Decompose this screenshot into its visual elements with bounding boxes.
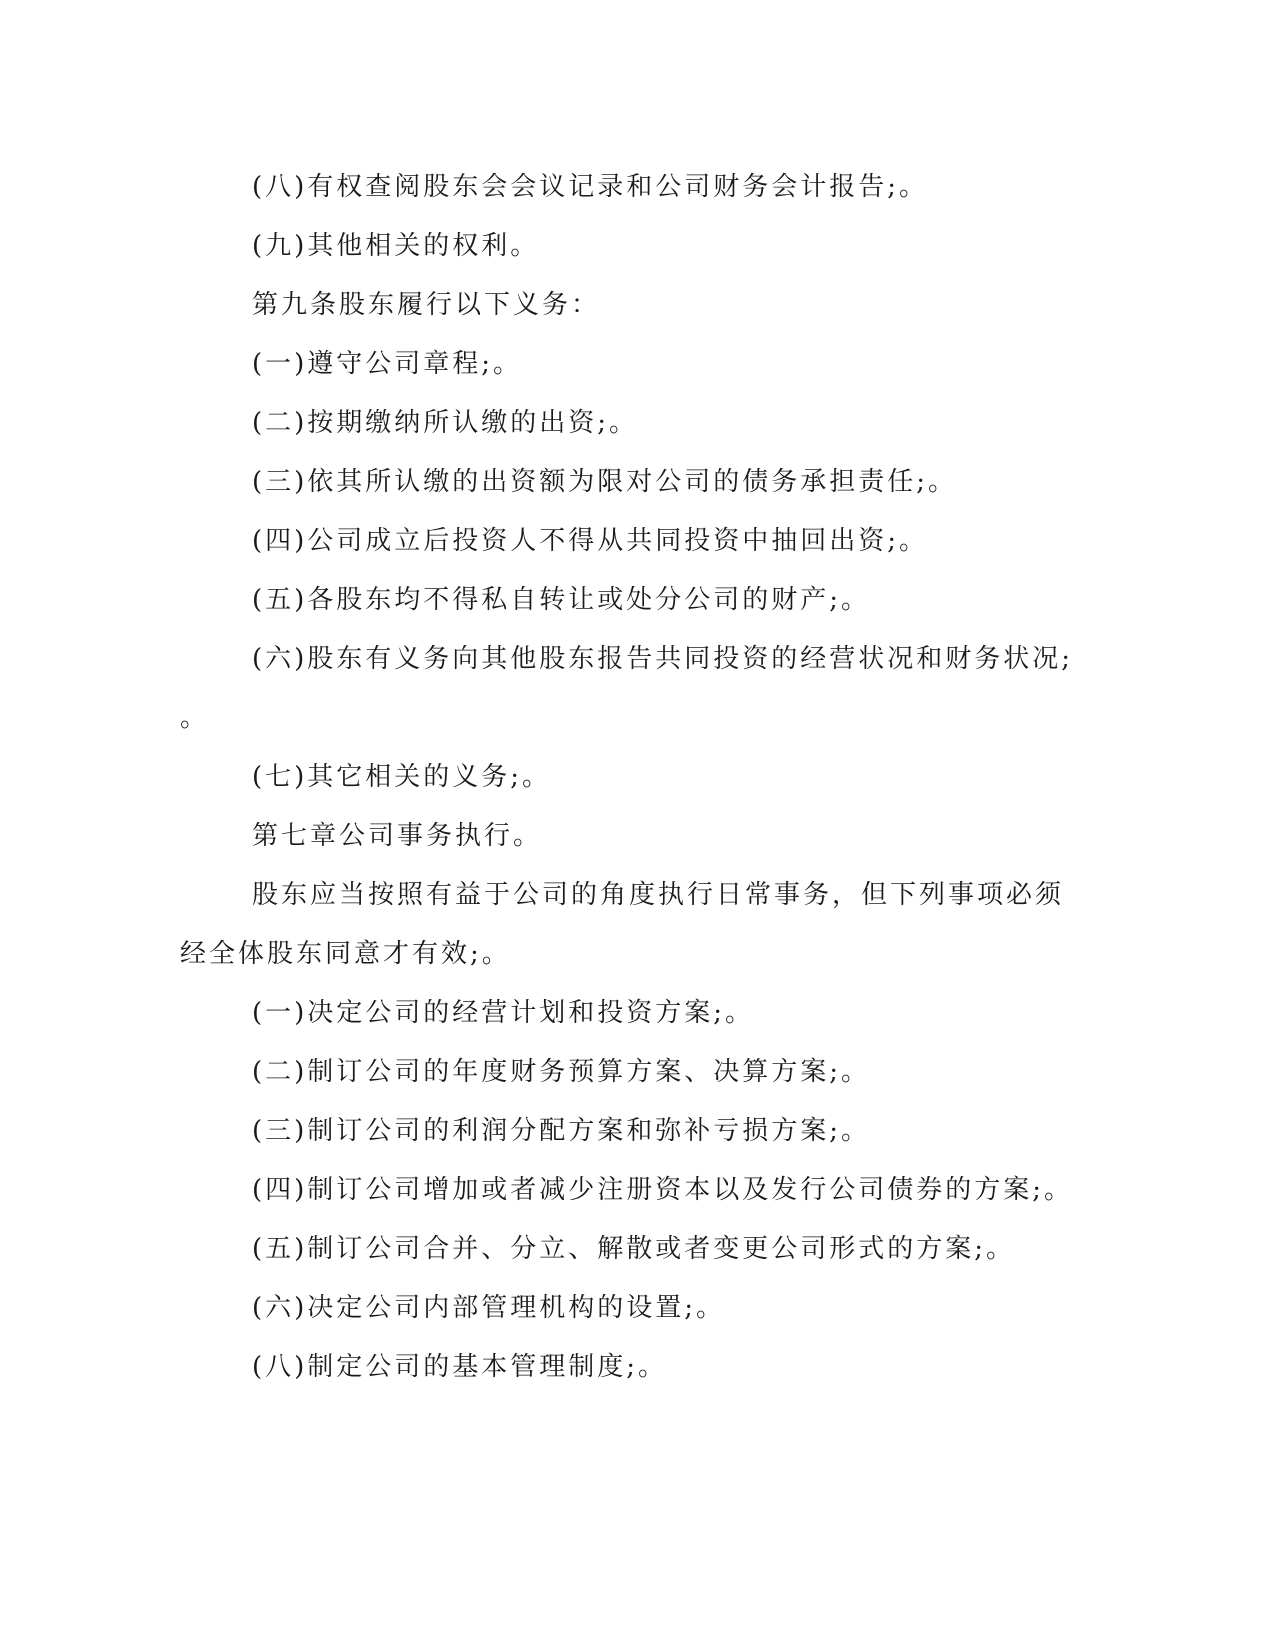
paragraph-matter-4: (四)制订公司增加或者减少注册资本以及发行公司债券的方案;。: [252, 1175, 1074, 1205]
paragraph-matter-1: (一)决定公司的经营计划和投资方案;。: [252, 998, 755, 1028]
paragraph-matter-6: (六)决定公司内部管理机构的设置;。: [252, 1293, 726, 1323]
paragraph-duty-2: (二)按期缴纳所认缴的出资;。: [252, 408, 639, 438]
paragraph-matter-2: (二)制订公司的年度财务预算方案、决算方案;。: [252, 1057, 871, 1087]
paragraph-execution-intro-continuation: 经全体股东同意才有效;。: [180, 939, 511, 969]
paragraph-duty-5: (五)各股东均不得私自转让或处分公司的财产;。: [252, 585, 871, 615]
chapter-7-heading: 第七章公司事务执行。: [252, 821, 543, 851]
paragraph-duty-6-continuation: 。: [180, 703, 210, 733]
paragraph-duty-7: (七)其它相关的义务;。: [252, 762, 552, 792]
document-body: [180, 158, 1074, 1397]
paragraph-duty-4: (四)公司成立后投资人不得从共同投资中抽回出资;。: [252, 526, 929, 556]
paragraph-right-8: (八)有权查阅股东会会议记录和公司财务会计报告;。: [252, 172, 929, 202]
paragraph-execution-intro: 股东应当按照有益于公司的角度执行日常事务，但下列事项必须: [252, 880, 1065, 910]
paragraph-duty-1: (一)遵守公司章程;。: [252, 349, 523, 379]
paragraph-matter-3: (三)制订公司的利润分配方案和弥补亏损方案;。: [252, 1116, 871, 1146]
paragraph-matter-8: (八)制定公司的基本管理制度;。: [252, 1352, 668, 1382]
paragraph-duty-3: (三)依其所认缴的出资额为限对公司的债务承担责任;。: [252, 467, 958, 497]
article-9-heading: 第九条股东履行以下义务：: [252, 290, 601, 320]
paragraph-matter-5: (五)制订公司合并、分立、解散或者变更公司形式的方案;。: [252, 1234, 1016, 1264]
paragraph-duty-6: (六)股东有义务向其他股东报告共同投资的经营状况和财务状况;: [252, 644, 1074, 674]
paragraph-right-9: (九)其他相关的权利。: [252, 231, 540, 261]
